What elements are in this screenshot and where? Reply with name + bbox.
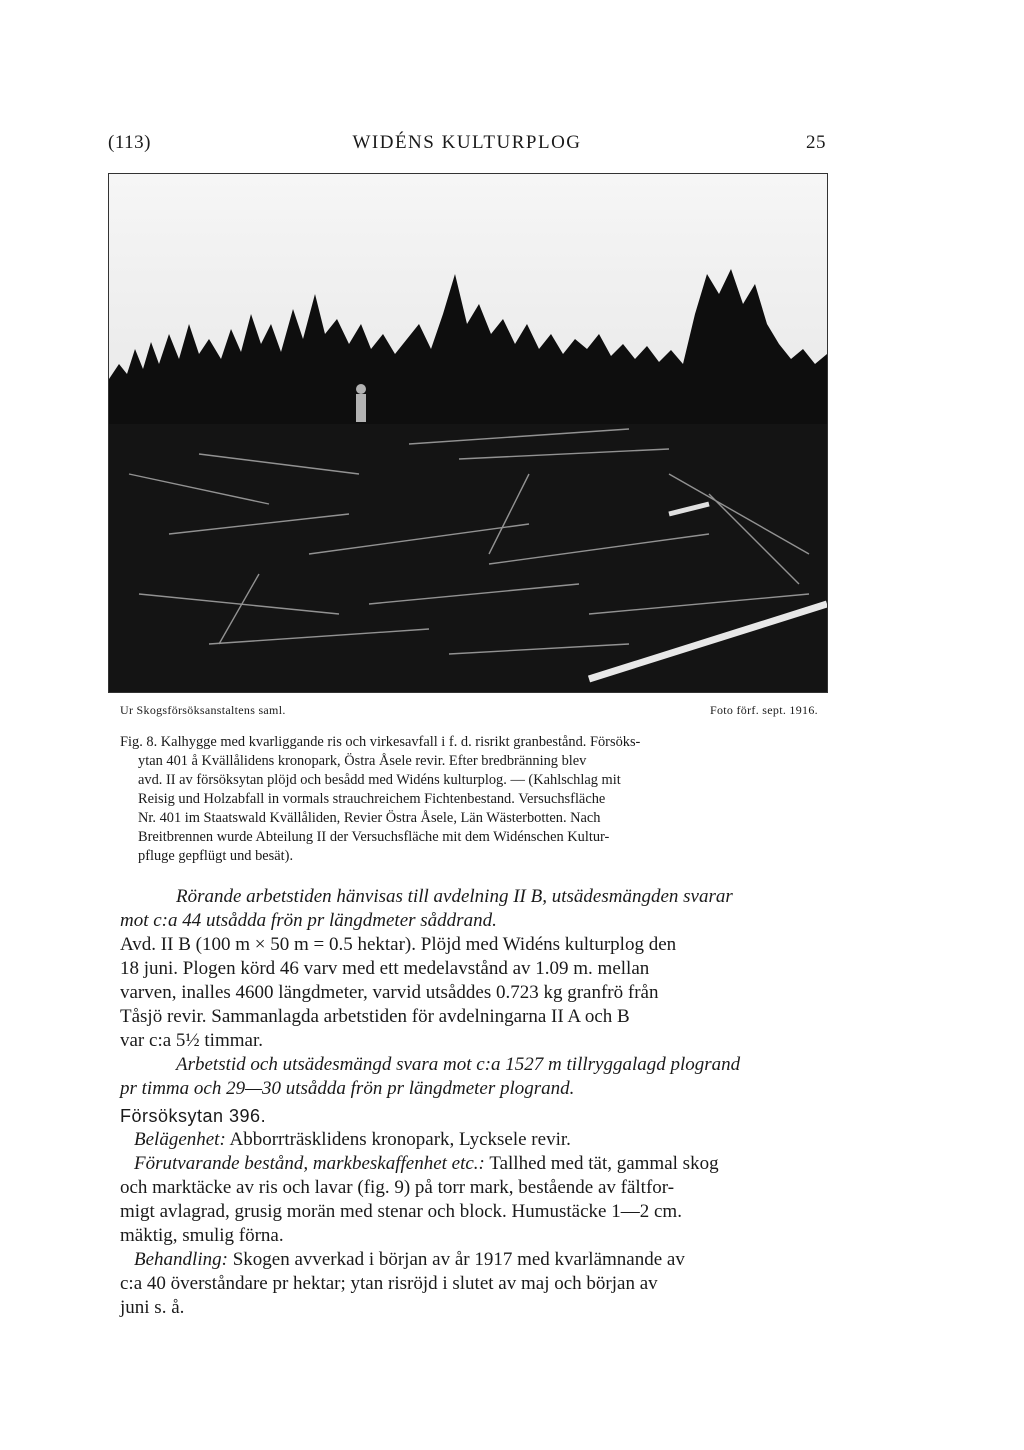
behandling-label: Behandling:: [134, 1249, 228, 1270]
caption-line: Nr. 401 im Staatswald Kvällåliden, Revier Östra Åsele, Län Wästerbotten. Nach: [138, 810, 601, 826]
caption-line: pfluge gepflügt und besät).: [138, 848, 294, 864]
forutvarande-text: Tallhed med tät, gammal skog: [489, 1153, 719, 1174]
body-line: varven, inalles 4600 längdmeter, varvid utsåddes 0.723 kg granfrö från: [120, 982, 659, 1003]
photo-credit-photographer: Foto förf. sept. 1916.: [710, 703, 818, 717]
body-line: Avd. II B (100 m × 50 m = 0.5 hektar). Plöjd med Widéns kulturplog den: [120, 934, 677, 955]
body-line: mäktig, smulig förna.: [120, 1225, 284, 1246]
caption-line: Breitbrennen wurde Abteilung II der Versuchsfläche mit dem Widénschen Kultur-: [138, 829, 610, 845]
photo-credit-collection: Ur Skogsförsöksanstaltens saml.: [120, 703, 286, 717]
belagenhet-label: Belägenhet:: [134, 1129, 226, 1150]
body-line: migt avlagrad, grusig morän med stenar och block. Humustäcke 1—2 cm.: [120, 1201, 682, 1222]
figure-caption: [120, 733, 820, 866]
italic-note-line: Arbetstid och utsädesmängd svara mot c:a 1527 m tillryggalagd plogrand: [176, 1054, 741, 1075]
page-number: 25: [806, 132, 826, 153]
forest-clearcut-photo: [108, 173, 828, 693]
caption-line: Fig. 8. Kalhygge med kvarliggande ris och virkesavfall i f. d. risrikt granbestånd. Försöks-: [120, 734, 641, 750]
italic-note-line: Rörande arbetstiden hänvisas till avdelning II B, utsädesmängden svarar: [176, 886, 733, 907]
body-line: 18 juni. Plogen körd 46 varv med ett medelavstånd av 1.09 m. mellan: [120, 958, 650, 979]
body-line: och marktäcke av ris och lavar (fig. 9) på torr mark, bestående av fältfor-: [120, 1177, 675, 1198]
body-line: Tåsjö revir. Sammanlagda arbetstiden för avdelningarna II A och B: [120, 1006, 630, 1027]
caption-line: avd. II av försöksytan plöjd och besådd med Widéns kulturplog. — (Kahlschlag mit: [138, 772, 621, 788]
page-header: [108, 132, 826, 162]
italic-note-line: pr timma och 29—30 utsådda frön pr längdmeter plogrand.: [120, 1078, 575, 1099]
caption-line: ytan 401 å Kvällålidens kronopark, Östra Åsele revir. Efter bredbränning blev: [138, 753, 587, 769]
photo-illustration: [109, 174, 827, 692]
page-ref: (113): [108, 132, 151, 153]
forutvarande-label: Förutvarande bestånd, markbeskaffenhet etc.:: [134, 1153, 485, 1174]
section-avd-ii-b: [120, 885, 828, 1101]
section-forsoksytan-396: [120, 1104, 828, 1320]
running-title: WIDÉNS KULTURPLOG: [352, 132, 582, 153]
italic-note-line: mot c:a 44 utsådda frön pr längdmeter såddrand.: [120, 910, 497, 931]
body-line: juni s. å.: [120, 1297, 185, 1318]
behandling-text: Skogen avverkad i början av år 1917 med kvarlämnande av: [232, 1249, 685, 1270]
body-line: var c:a 5½ timmar.: [120, 1030, 263, 1051]
section-heading: Försöksytan 396.: [120, 1106, 267, 1126]
body-line: c:a 40 överståndare pr hektar; ytan risröjd i slutet av maj och början av: [120, 1273, 658, 1294]
belagenhet-text: Abborrträsklidens kronopark, Lycksele revir.: [229, 1129, 571, 1150]
caption-line: Reisig und Holzabfall in vormals strauchreichem Fichtenbestand. Versuchsfläche: [138, 791, 606, 807]
